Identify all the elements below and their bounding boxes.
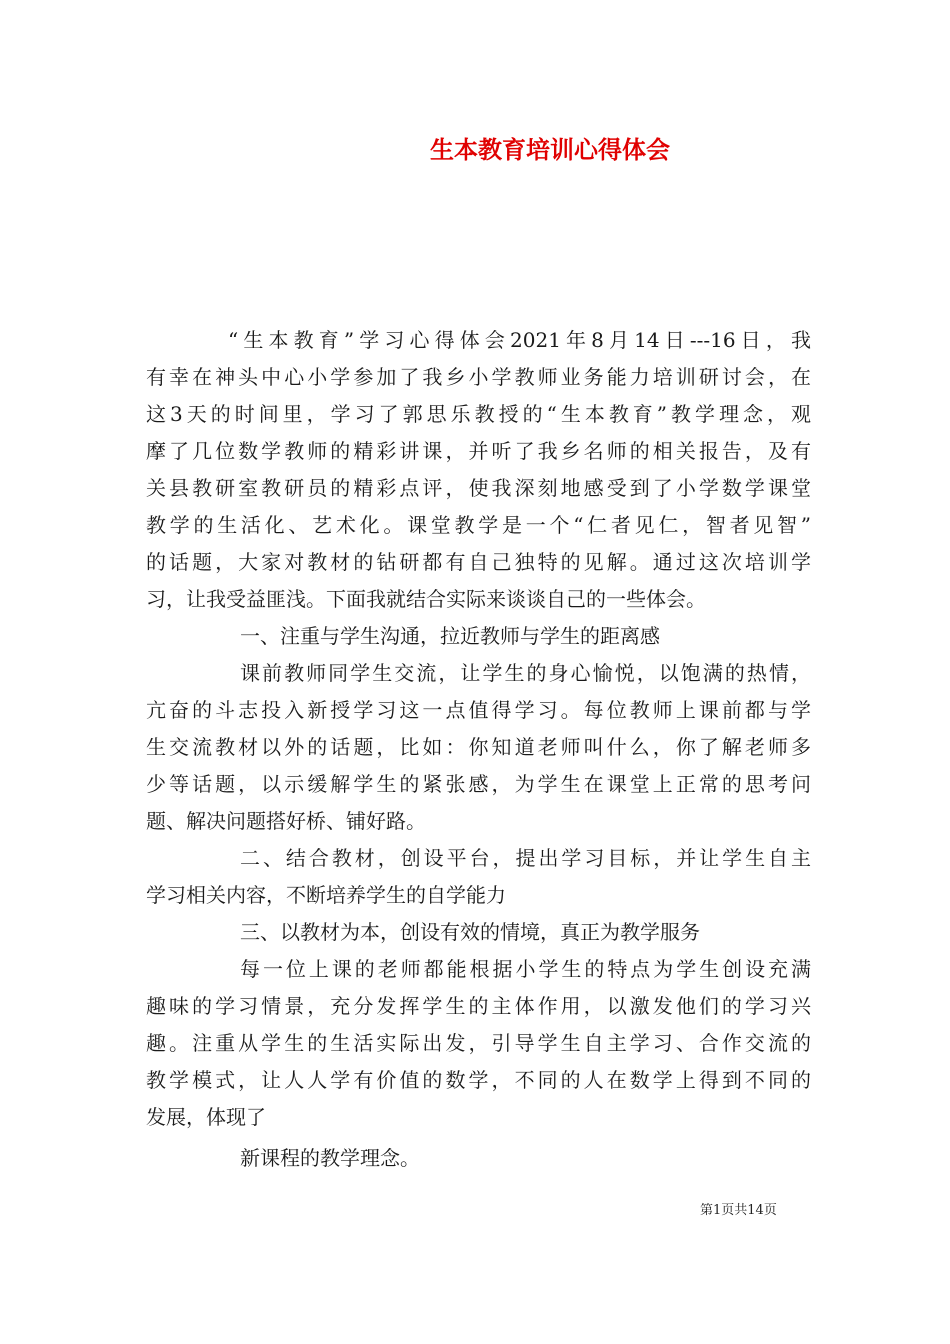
section-heading: 一、注重与学生沟通，拉近教师与学生的距离感	[240, 624, 660, 648]
section-heading: 三、以教材为本，创设有效的情境，真正为教学服务	[240, 920, 700, 944]
paragraph-line: 这3天的时间里，学习了郭思乐教授的“生本教育”教学理念，观	[146, 402, 811, 426]
document-title: 生本教育培训心得体会	[430, 136, 670, 164]
paragraph-line: 关县教研室教研员的精彩点评，使我深刻地感受到了小学数学课堂	[146, 476, 811, 500]
paragraph-line: 课前教师同学生交流，让学生的身心愉悦，以饱满的热情，	[240, 661, 811, 685]
paragraph-line: 新课程的教学理念。	[240, 1146, 420, 1170]
section-heading: 二、结合教材，创设平台，提出学习目标，并让学生自主	[240, 846, 811, 870]
paragraph-line: 教学模式，让人人学有价值的数学，不同的人在数学上得到不同的	[146, 1068, 811, 1092]
paragraph-line: 有幸在神头中心小学参加了我乡小学教师业务能力培训研讨会，在	[146, 365, 811, 389]
document-body	[146, 322, 811, 1177]
page-number: 第1页共14页	[700, 1203, 777, 1218]
paragraph-line: “生本教育”学习心得体会2021年8月14日---16日，我	[228, 328, 811, 352]
paragraph-line: 趣。注重从学生的生活实际出发，引导学生自主学习、合作交流的	[146, 1031, 811, 1055]
paragraph-line: 少等话题，以示缓解学生的紧张感，为学生在课堂上正常的思考问	[146, 772, 811, 796]
paragraph-line: 习，让我受益匪浅。下面我就结合实际来谈谈自己的一些体会。	[146, 587, 706, 611]
paragraph-line: 趣味的学习情景，充分发挥学生的主体作用，以激发他们的学习兴	[146, 994, 811, 1018]
paragraph-line: 教学的生活化、艺术化。课堂教学是一个“仁者见仁，智者见智”	[146, 513, 811, 537]
paragraph-line: 摩了几位数学教师的精彩讲课，并听了我乡名师的相关报告，及有	[146, 439, 811, 463]
paragraph-line: 每一位上课的老师都能根据小学生的特点为学生创设充满	[240, 957, 811, 981]
paragraph-line: 亢奋的斗志投入新授学习这一点值得学习。每位教师上课前都与学	[146, 698, 811, 722]
paragraph-line: 的话题，大家对教材的钻研都有自己独特的见解。通过这次培训学	[146, 550, 811, 574]
paragraph-line: 题、解决问题搭好桥、铺好路。	[146, 809, 426, 833]
section-heading: 学习相关内容，不断培养学生的自学能力	[146, 883, 506, 907]
paragraph-line: 生交流教材以外的话题，比如：你知道老师叫什么，你了解老师多	[146, 735, 811, 759]
paragraph-line: 发展，体现了	[146, 1105, 266, 1129]
